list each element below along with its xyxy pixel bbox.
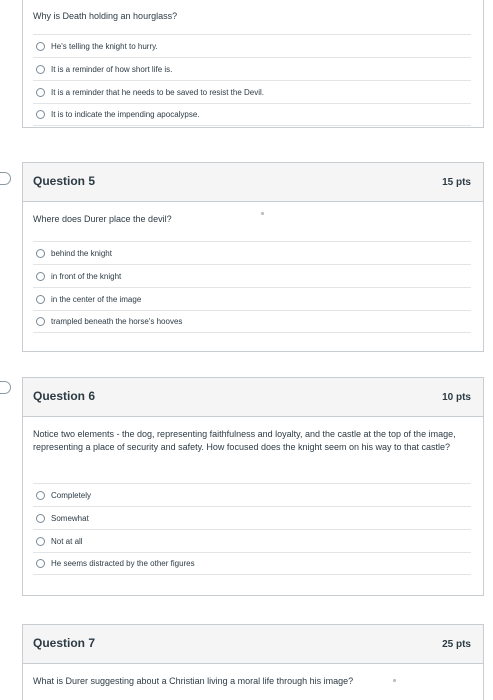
answer-option[interactable]: [33, 241, 471, 264]
stray-dot: [261, 212, 264, 215]
question-5-answers: [33, 241, 471, 333]
answer-option[interactable]: [33, 57, 471, 80]
question-5-header: [23, 163, 483, 202]
question-4-prompt: Why is Death holding an hourglass?: [33, 11, 178, 21]
answer-label: trampled beneath the horse's hooves: [51, 317, 183, 326]
radio-button[interactable]: [36, 110, 45, 119]
answer-label: It is a reminder of how short life is.: [51, 64, 173, 74]
answer-label: behind the knight: [51, 248, 112, 258]
question-5-title: Question 5: [33, 174, 96, 188]
stray-dot: [393, 679, 396, 682]
flag-question-5-icon[interactable]: [0, 172, 11, 185]
question-6-header: [23, 378, 483, 417]
answer-label: Somewhat: [51, 513, 89, 523]
question-4-answers: [33, 34, 471, 126]
answer-option[interactable]: [33, 103, 471, 126]
answer-label: in the center of the image: [51, 294, 142, 304]
question-6-card: [22, 377, 484, 596]
answer-option[interactable]: [33, 552, 471, 575]
radio-button[interactable]: [36, 514, 45, 523]
answer-label: He seems distracted by the other figures: [51, 559, 195, 568]
question-7-points: 25 pts: [442, 639, 471, 650]
question-5-points: 15 pts: [442, 177, 471, 188]
question-7-prompt: What is Durer suggesting about a Christian living a moral life through his image?: [33, 676, 354, 686]
answer-option[interactable]: [33, 529, 471, 552]
answer-label: Completely: [51, 490, 92, 500]
radio-button[interactable]: [36, 559, 45, 568]
question-6-points: 10 pts: [442, 392, 471, 403]
radio-button[interactable]: [36, 42, 45, 51]
radio-button[interactable]: [36, 272, 45, 281]
radio-button[interactable]: [36, 491, 45, 500]
radio-button[interactable]: [36, 249, 45, 258]
question-6-answers: [33, 483, 471, 575]
radio-button[interactable]: [36, 317, 45, 326]
question-4-card: [22, 0, 484, 128]
radio-button[interactable]: [36, 295, 45, 304]
question-7-title: Question 7: [33, 636, 96, 650]
question-5-prompt: Where does Durer place the devil?: [33, 214, 172, 224]
answer-label: Not at all: [51, 536, 83, 546]
answer-option[interactable]: [33, 506, 471, 529]
radio-button[interactable]: [36, 65, 45, 74]
answer-option[interactable]: [33, 34, 471, 57]
question-7-header: [23, 625, 483, 664]
answer-option[interactable]: [33, 80, 471, 103]
question-6-prompt: Notice two elements - the dog, representing faithfulness and loyalty, and the castle at the top of the image, representing a place of security and safety. How focused does the knight seem on his way to that castle?: [33, 429, 456, 452]
answer-option[interactable]: [33, 287, 471, 310]
answer-label: It is to indicate the impending apocalypse.: [51, 110, 200, 119]
answer-label: He's telling the knight to hurry.: [51, 41, 158, 51]
radio-button[interactable]: [36, 537, 45, 546]
answer-option[interactable]: [33, 310, 471, 333]
question-7-card: [22, 624, 484, 700]
question-5-card: [22, 162, 484, 352]
answer-option[interactable]: [33, 264, 471, 287]
answer-option[interactable]: [33, 483, 471, 506]
flag-question-6-icon[interactable]: [0, 381, 11, 394]
answer-label: in front of the knight: [51, 271, 122, 281]
question-6-title: Question 6: [33, 389, 96, 403]
radio-button[interactable]: [36, 88, 45, 97]
answer-label: It is a reminder that he needs to be saved to resist the Devil.: [51, 87, 264, 97]
